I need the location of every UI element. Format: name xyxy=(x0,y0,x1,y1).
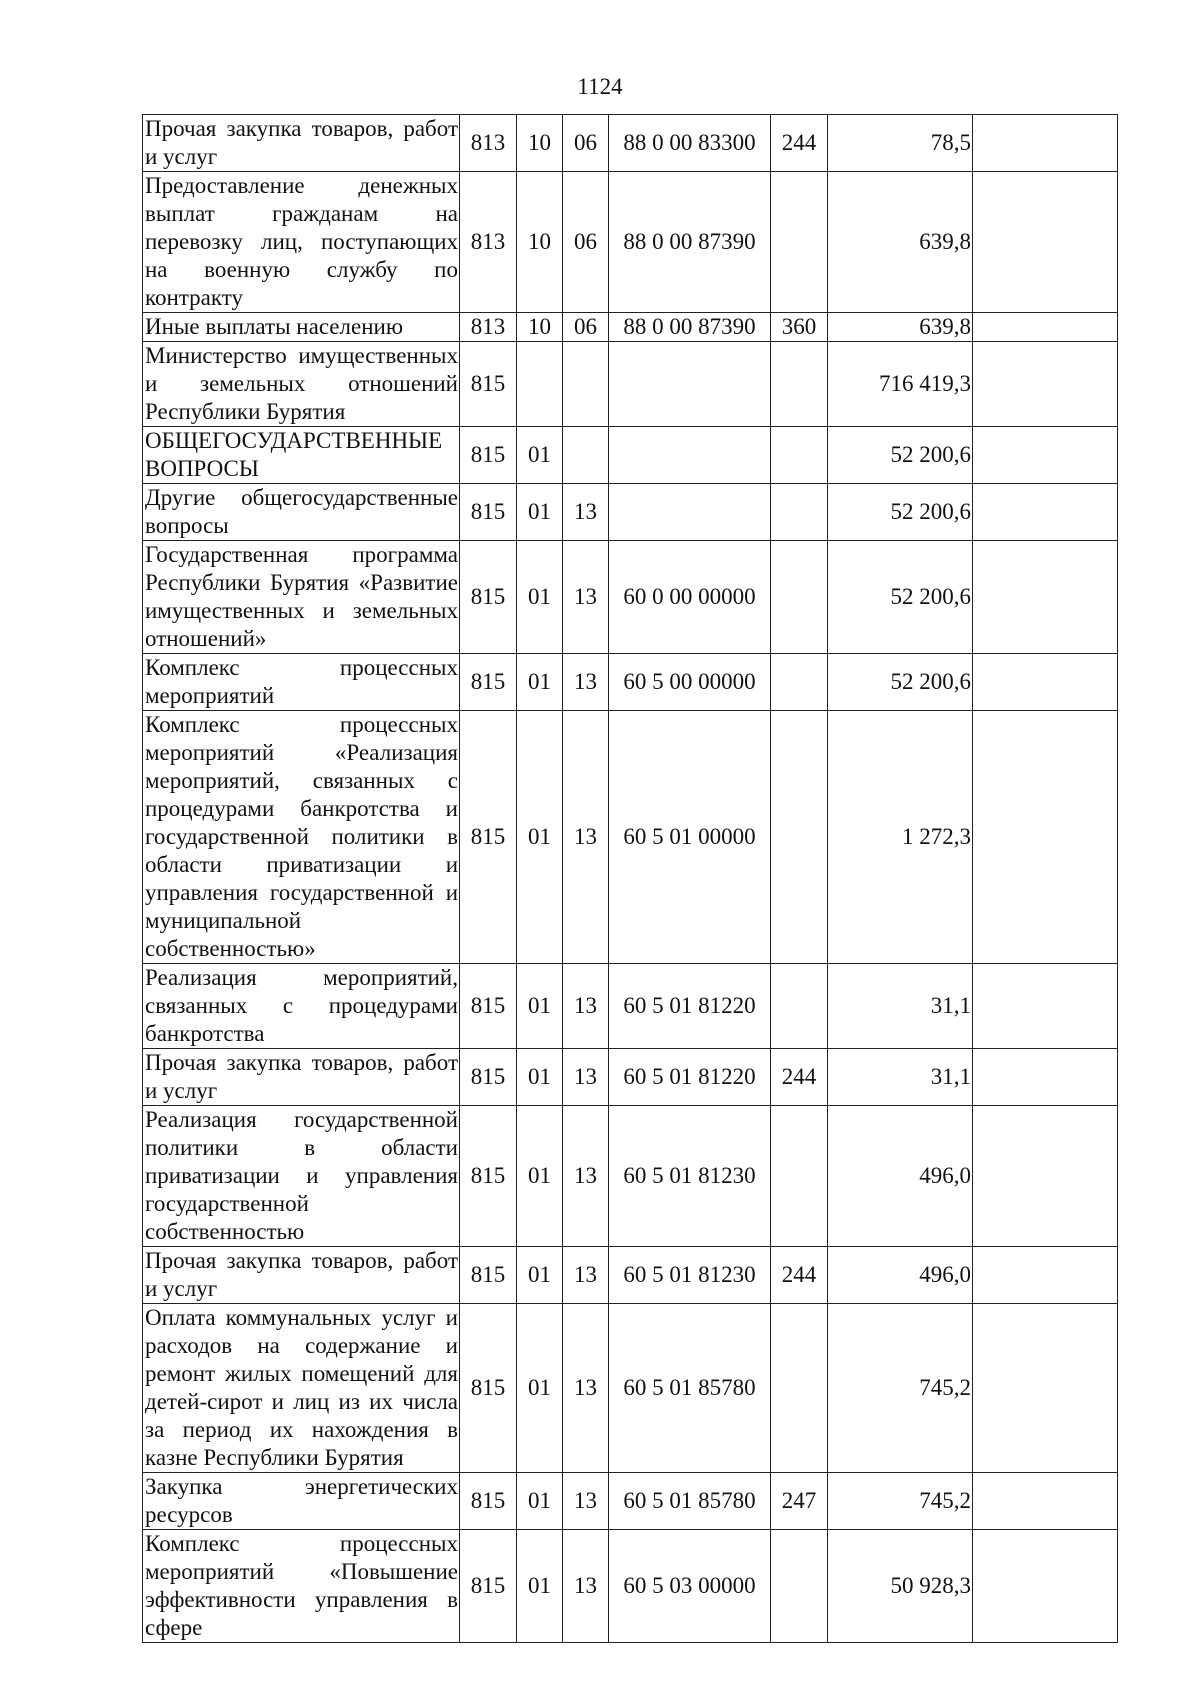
ministry-code: 813 xyxy=(460,313,517,342)
expense-kind xyxy=(771,1304,828,1473)
table-row xyxy=(143,964,1118,1049)
section-code: 01 xyxy=(517,711,563,964)
target-article: 60 5 00 00000 xyxy=(609,654,771,711)
ministry-code: 815 xyxy=(460,1530,517,1643)
expense-kind xyxy=(771,964,828,1049)
extra-amount xyxy=(973,1473,1118,1530)
amount: 1 272,3 xyxy=(828,711,973,964)
row-description: Предоставление денежных выплат гражданам на перевозку лиц, поступающих на военную службу по контракту xyxy=(143,172,460,313)
row-description: Министерство имущественных и земельных отношений Республики Бурятия xyxy=(143,342,460,427)
table-row xyxy=(143,172,1118,313)
row-description: Реализация государственной политики в области приватизации и управления государственной собственностью xyxy=(143,1106,460,1247)
extra-amount xyxy=(973,484,1118,541)
extra-amount xyxy=(973,1049,1118,1106)
expense-kind xyxy=(771,654,828,711)
amount: 52 200,6 xyxy=(828,427,973,484)
section-code: 10 xyxy=(517,172,563,313)
table-row xyxy=(143,1106,1118,1247)
ministry-code: 815 xyxy=(460,711,517,964)
section-code: 01 xyxy=(517,654,563,711)
ministry-code: 815 xyxy=(460,484,517,541)
page-number: 1124 xyxy=(577,74,623,99)
target-article: 88 0 00 87390 xyxy=(609,313,771,342)
ministry-code: 815 xyxy=(460,1049,517,1106)
subsection-code: 13 xyxy=(563,1304,609,1473)
extra-amount xyxy=(973,1530,1118,1643)
table-row xyxy=(143,541,1118,654)
subsection-code xyxy=(563,427,609,484)
target-article: 60 5 01 85780 xyxy=(609,1304,771,1473)
budget-table-body xyxy=(143,115,1118,1643)
table-row xyxy=(143,115,1118,172)
table-row xyxy=(143,1530,1118,1643)
table-row xyxy=(143,1247,1118,1304)
subsection-code: 06 xyxy=(563,313,609,342)
ministry-code: 813 xyxy=(460,172,517,313)
target-article: 60 5 01 81220 xyxy=(609,1049,771,1106)
amount: 716 419,3 xyxy=(828,342,973,427)
table-row xyxy=(143,313,1118,342)
table-row xyxy=(143,654,1118,711)
row-description: Комплекс процессных мероприятий xyxy=(143,654,460,711)
section-code xyxy=(517,342,563,427)
target-article xyxy=(609,427,771,484)
target-article: 60 5 01 00000 xyxy=(609,711,771,964)
amount: 50 928,3 xyxy=(828,1530,973,1643)
row-description: Прочая закупка товаров, работ и услуг xyxy=(143,1049,460,1106)
section-code: 01 xyxy=(517,484,563,541)
target-article: 60 5 01 81220 xyxy=(609,964,771,1049)
table-row xyxy=(143,1473,1118,1530)
amount: 52 200,6 xyxy=(828,484,973,541)
expense-kind xyxy=(771,484,828,541)
ministry-code: 813 xyxy=(460,115,517,172)
subsection-code: 13 xyxy=(563,1473,609,1530)
target-article: 60 0 00 00000 xyxy=(609,541,771,654)
row-description: Государственная программа Республики Бурятия «Развитие имущественных и земельных отношений» xyxy=(143,541,460,654)
ministry-code: 815 xyxy=(460,1473,517,1530)
expense-kind xyxy=(771,1530,828,1643)
section-code: 01 xyxy=(517,1106,563,1247)
extra-amount xyxy=(973,541,1118,654)
section-code: 01 xyxy=(517,1304,563,1473)
amount: 52 200,6 xyxy=(828,541,973,654)
ministry-code: 815 xyxy=(460,654,517,711)
ministry-code: 815 xyxy=(460,342,517,427)
expense-kind xyxy=(771,541,828,654)
target-article: 60 5 03 00000 xyxy=(609,1530,771,1643)
expense-kind: 247 xyxy=(771,1473,828,1530)
amount: 639,8 xyxy=(828,172,973,313)
amount: 52 200,6 xyxy=(828,654,973,711)
ministry-code: 815 xyxy=(460,427,517,484)
extra-amount xyxy=(973,342,1118,427)
amount: 496,0 xyxy=(828,1106,973,1247)
ministry-code: 815 xyxy=(460,964,517,1049)
subsection-code: 13 xyxy=(563,541,609,654)
section-code: 10 xyxy=(517,115,563,172)
section-code: 01 xyxy=(517,1530,563,1643)
expense-kind xyxy=(771,1106,828,1247)
expense-kind xyxy=(771,427,828,484)
extra-amount xyxy=(973,711,1118,964)
target-article: 88 0 00 83300 xyxy=(609,115,771,172)
table-row xyxy=(143,1049,1118,1106)
row-description: Другие общегосударственные вопросы xyxy=(143,484,460,541)
row-description: Иные выплаты населению xyxy=(143,313,460,342)
extra-amount xyxy=(973,427,1118,484)
budget-table xyxy=(142,114,1118,1643)
section-code: 01 xyxy=(517,1473,563,1530)
extra-amount xyxy=(973,1106,1118,1247)
row-description: Комплекс процессных мероприятий «Реализация мероприятий, связанных с процедурами банкротства и государственной политики в области приватизации и управления государственной и муниципальной собственностью» xyxy=(143,711,460,964)
table-row xyxy=(143,342,1118,427)
expense-kind xyxy=(771,711,828,964)
expense-kind: 360 xyxy=(771,313,828,342)
row-description: Реализация мероприятий, связанных с процедурами банкротства xyxy=(143,964,460,1049)
extra-amount xyxy=(973,115,1118,172)
subsection-code: 06 xyxy=(563,172,609,313)
subsection-code: 13 xyxy=(563,654,609,711)
target-article: 60 5 01 85780 xyxy=(609,1473,771,1530)
amount: 639,8 xyxy=(828,313,973,342)
section-code: 01 xyxy=(517,427,563,484)
ministry-code: 815 xyxy=(460,1247,517,1304)
section-code: 01 xyxy=(517,964,563,1049)
target-article: 88 0 00 87390 xyxy=(609,172,771,313)
target-article xyxy=(609,342,771,427)
expense-kind: 244 xyxy=(771,115,828,172)
table-row xyxy=(143,427,1118,484)
extra-amount xyxy=(973,172,1118,313)
subsection-code: 06 xyxy=(563,115,609,172)
subsection-code: 13 xyxy=(563,964,609,1049)
expense-kind: 244 xyxy=(771,1049,828,1106)
subsection-code: 13 xyxy=(563,1049,609,1106)
section-code: 01 xyxy=(517,1049,563,1106)
extra-amount xyxy=(973,654,1118,711)
amount: 31,1 xyxy=(828,964,973,1049)
amount: 496,0 xyxy=(828,1247,973,1304)
amount: 31,1 xyxy=(828,1049,973,1106)
row-description: Закупка энергетических ресурсов xyxy=(143,1473,460,1530)
section-code: 01 xyxy=(517,1247,563,1304)
expense-kind xyxy=(771,342,828,427)
extra-amount xyxy=(973,1247,1118,1304)
table-row xyxy=(143,484,1118,541)
ministry-code: 815 xyxy=(460,1106,517,1247)
section-code: 01 xyxy=(517,541,563,654)
table-row xyxy=(143,711,1118,964)
subsection-code: 13 xyxy=(563,484,609,541)
ministry-code: 815 xyxy=(460,1304,517,1473)
subsection-code xyxy=(563,342,609,427)
extra-amount xyxy=(973,964,1118,1049)
amount: 78,5 xyxy=(828,115,973,172)
subsection-code: 13 xyxy=(563,1106,609,1247)
row-description: Оплата коммунальных услуг и расходов на содержание и ремонт жилых помещений для детей-сирот и лиц из их числа за период их нахождения в казне Республики Бурятия xyxy=(143,1304,460,1473)
target-article: 60 5 01 81230 xyxy=(609,1247,771,1304)
extra-amount xyxy=(973,1304,1118,1473)
amount: 745,2 xyxy=(828,1304,973,1473)
target-article: 60 5 01 81230 xyxy=(609,1106,771,1247)
row-description: Прочая закупка товаров, работ и услуг xyxy=(143,115,460,172)
row-description: Комплекс процессных мероприятий «Повышение эффективности управления в сфере xyxy=(143,1530,460,1643)
subsection-code: 13 xyxy=(563,1530,609,1643)
section-code: 10 xyxy=(517,313,563,342)
subsection-code: 13 xyxy=(563,1247,609,1304)
expense-kind: 244 xyxy=(771,1247,828,1304)
ministry-code: 815 xyxy=(460,541,517,654)
amount: 745,2 xyxy=(828,1473,973,1530)
row-description: Прочая закупка товаров, работ и услуг xyxy=(143,1247,460,1304)
target-article xyxy=(609,484,771,541)
table-row xyxy=(143,1304,1118,1473)
row-description: ОБЩЕГОСУДАРСТВЕННЫЕ ВОПРОСЫ xyxy=(143,427,460,484)
subsection-code: 13 xyxy=(563,711,609,964)
extra-amount xyxy=(973,313,1118,342)
expense-kind xyxy=(771,172,828,313)
